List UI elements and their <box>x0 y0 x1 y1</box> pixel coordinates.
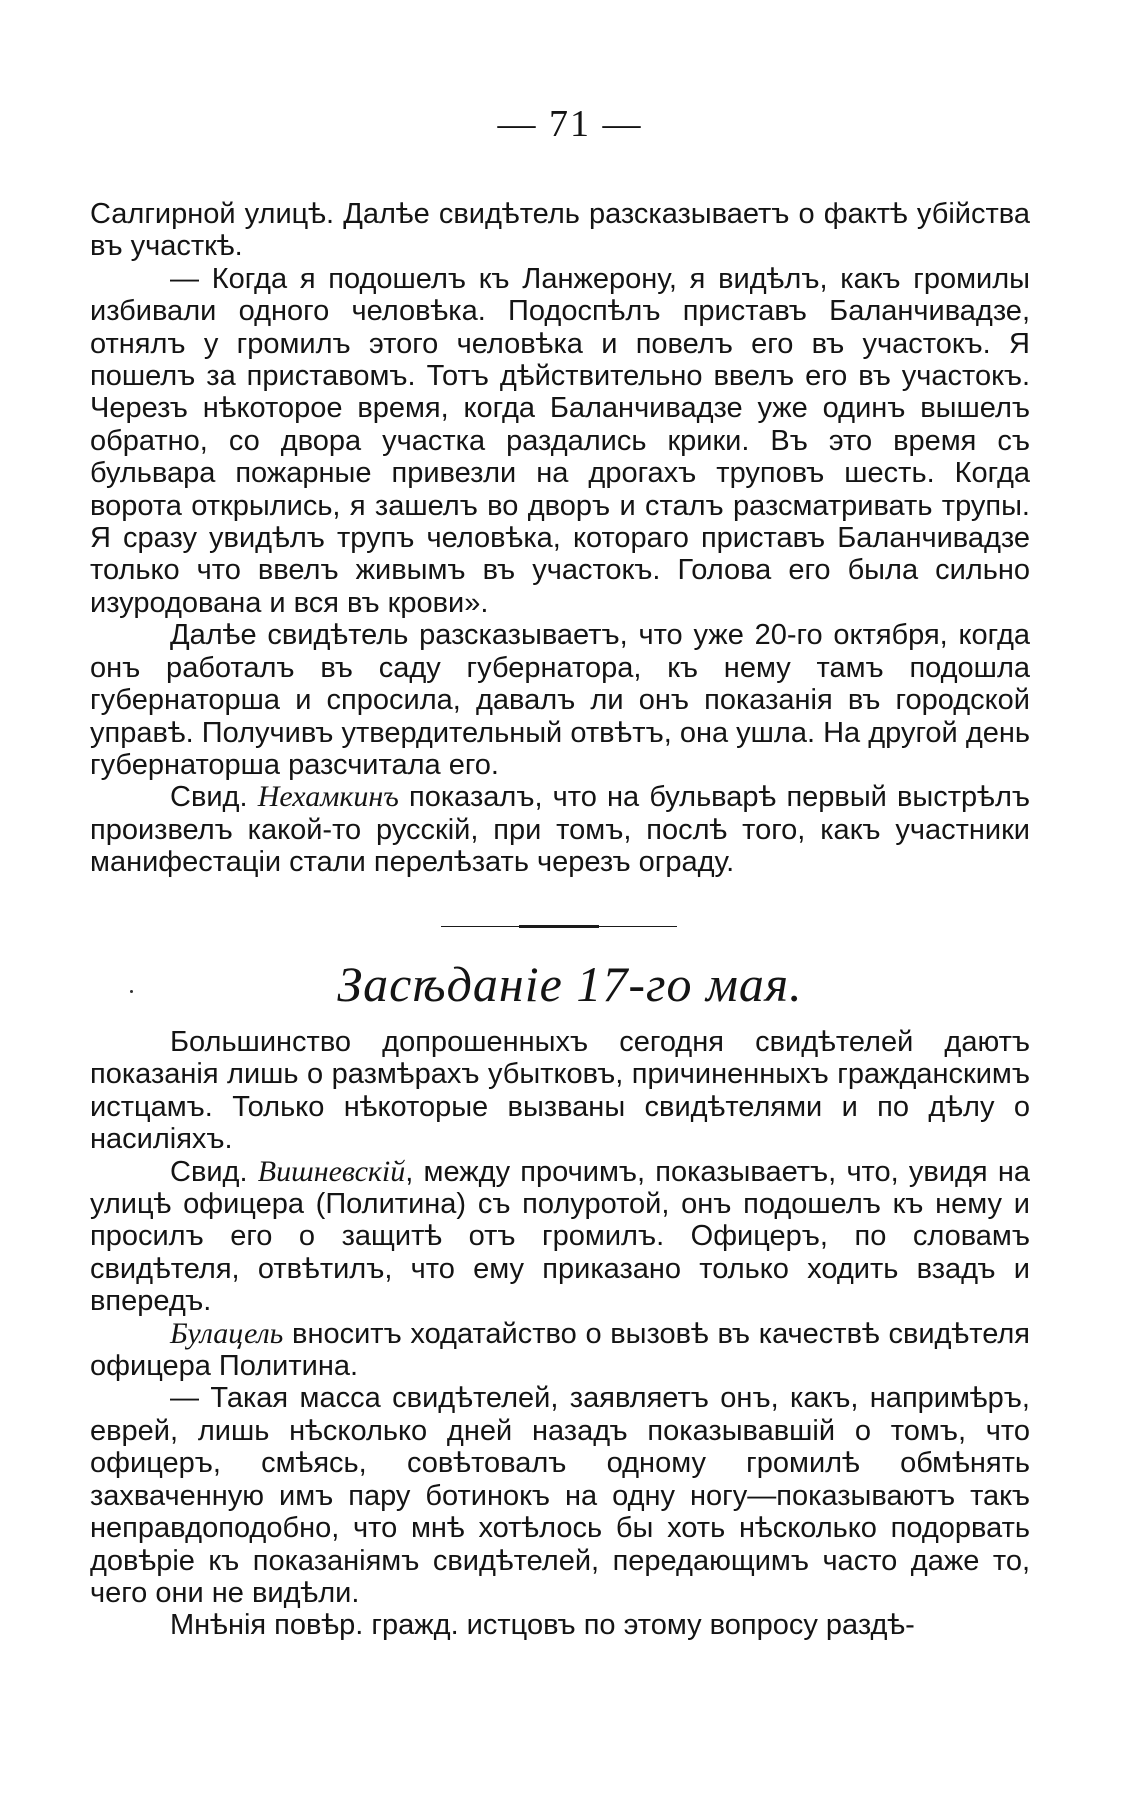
paragraph-continuation: Салгирной улицѣ. Далѣе свидѣтель разсказываетъ о фактѣ убійства въ участкѣ. <box>90 198 1030 263</box>
page-number: — 71 — <box>497 103 643 145</box>
section-divider <box>441 925 677 928</box>
paragraph-witness-quote: — Когда я подошелъ къ Ланжерону, я видѣлъ, какъ громилы избивали одного человѣка. Подоспѣлъ приставъ Баланчивадзе, отнялъ у громилъ этого человѣка и повелъ его въ участокъ. Я пошелъ за приставомъ. Тотъ дѣйствительно ввелъ его въ участокъ. Черезъ нѣкоторое время, когда Баланчивадзе уже одинъ вышелъ обратно, со двора участка раздались крики. Въ это время съ бульвара пожарные привезли на дрогахъ труповъ шесть. Когда ворота открылись, я зашелъ во дворъ и сталъ разсматривать трупы. Я сразу увидѣлъ трупъ человѣка, котораго приставъ Баланчивадзе только что ввелъ живымъ въ участокъ. Голова его была сильно изуродована и вся въ крови». <box>90 262 1030 619</box>
witness-name: Нехамкинъ <box>257 780 399 814</box>
witness-prefix: Свид. <box>170 781 248 814</box>
testimony-section <box>90 198 1030 879</box>
divider-thick-rule <box>519 925 599 928</box>
paragraph-governor-wife: Далѣе свидѣтель разсказываетъ, что уже 20-го октября, когда онъ работалъ въ саду губернатора, къ нему тамъ подошла губернаторша и спросила, давалъ ли онъ показанія въ городской управѣ. Получивъ утвердительный отвѣтъ, она ушла. На другой день губернаторша разсчитала его. <box>90 619 1030 781</box>
paragraph-bulatsel-quote: — Такая масса свидѣтелей, заявляетъ онъ, какъ, напримѣръ, еврей, лишь нѣсколько дней назадъ показывавшій о томъ, что офицеръ, смѣясь, совѣтовалъ одному громилѣ обмѣнять захваченную имъ пару ботинокъ на одну ногу—показываютъ такъ неправдоподобно, что мнѣ хотѣлось бы хоть нѣсколько подорвать довѣріе къ показаніямъ свидѣтелей, передающимъ часто даже то, чего они не видѣли. <box>90 1382 1030 1609</box>
witness-statement: показалъ, что на бульварѣ первый выстрѣлъ произвелъ какой-то русскій, при томъ, послѣ того, какъ участники манифестаціи стали перелѣзать черезъ ограду. <box>90 781 1031 879</box>
witness-prefix: Свид. <box>170 1155 248 1188</box>
witness-name: Вишневскій <box>257 1154 406 1188</box>
paragraph-bulatsel <box>90 1318 1030 1383</box>
session-section <box>90 1026 1030 1642</box>
paragraph-overview: Большинство допрошенныхъ сегодня свидѣтелей даютъ показанія лишь о размѣрахъ убытковъ, причиненныхъ гражданскимъ истцамъ. Только нѣкоторые вызваны свидѣтелями и по дѣлу о насиліяхъ. <box>90 1026 1030 1156</box>
petition-text: вноситъ ходатайство о вызовѣ въ качествѣ свидѣтеля офицера Политина. <box>90 1317 1030 1383</box>
paragraph-opinions: Мнѣнія повѣр. гражд. истцовъ по этому вопросу раздѣ- <box>170 1609 915 1642</box>
speaker-name: Булацель <box>170 1316 284 1350</box>
paragraph-vishnevsky <box>90 1156 1030 1318</box>
witness-statement: , между прочимъ, показываетъ, что, увидя на улицѣ офицера (Политина) съ полуротой, онъ подошелъ къ нему и просилъ его о защитѣ отъ громилъ. Офицеръ, по словамъ свидѣтеля, отвѣтилъ, что ему приказано только ходить взадъ и впередъ. <box>90 1155 1031 1318</box>
paragraph-nekhamkin <box>90 781 1030 878</box>
session-heading: Засѣданіе 17-го мая. <box>337 956 803 1012</box>
